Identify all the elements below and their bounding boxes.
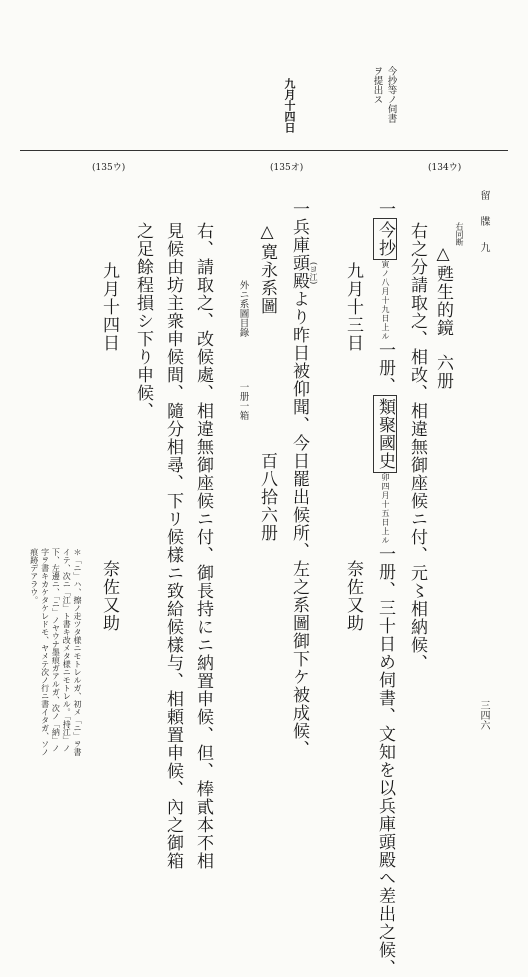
footnote: ＊「ニ」ハ、擦ノ走ツタ様ニモトレルガ、初メ「ニ」ヲ書イテ、次ニ「江」ト書キ改メタ様ニモトレル。「持江」ノ下、左邊ニ、「ニ」ノヤウナ墨痕ガアルガ、次ノ「納」ノ字ヲ書キカケタケレドモ、ヤメテ次ノ行ニ書イタガ、ソノ痕跡デアラウ。 [29,548,82,756]
col4-date: 九月十三日 [343,262,363,352]
header-date: 九月十四日 [283,78,296,133]
col3-line [376,200,393,977]
col3-boxed-title-2: 類聚國史 [373,395,397,473]
col1-vols: 六册 [433,354,453,390]
col6-title: △寛永系圖 [257,222,277,315]
col3-prefix: 一 [375,200,395,218]
header-note-a: 今抄等ノ伺書 [385,66,397,123]
col3-small-note: 寅ノ八月十九日上ル [381,260,390,341]
col7-text: 外ニ系圖目錄 [237,280,249,337]
col11-author: 奈佐又助 [99,560,119,632]
col3-rest: 一册、三十日め伺書、文知を以兵庫頭殿へ差出之候、 [375,545,395,977]
col11-date: 九月十四日 [99,262,119,352]
col2-line: 右之分請取之、相改、相違無御座候ニ付、元〻相納候、 [407,222,427,672]
col10-line: 之足餘程損シ下り申候、 [133,222,153,420]
col7-count: 一册一箱 [237,382,249,420]
header-rule [20,150,508,151]
col8-line: 右、請取之、改候處、相違無御座候ニ付、御長持にニ納置申候、但、棒貳本不相 [193,222,213,870]
col4-author: 奈佐又助 [343,560,363,632]
col3-small-note-2: 卯四月十五日上ル [381,473,390,545]
col5-line: 一兵庫頭殿より昨日被仰聞、今日罷出候所、左之系圖御下ケ被成候、 [289,200,309,758]
col6-count: 百八拾六册 [257,452,277,542]
col5-ruby: (ヨ江) [309,262,318,285]
page-ref-left: (135ウ) [92,163,126,173]
col1-small-note: 右同断 [455,222,464,246]
col9-line: 見候由坊主衆申候間、隨分相尋、下リ候樣ニ致給候樣与、相頼置申候、內之御箱 [163,222,183,870]
page-ref-right: (134ウ) [428,163,462,173]
header-note-b: ヲ提出ス [371,66,383,104]
col3-mid: 一册、 [375,341,395,395]
page-ref-center: (135オ) [270,163,304,173]
page-number: 三四六 [478,700,489,730]
col3-boxed-title: 今抄 [373,218,397,260]
running-head-title: 留 牒 九 [478,190,489,255]
col1-title: △甦生的鏡 [433,244,453,337]
